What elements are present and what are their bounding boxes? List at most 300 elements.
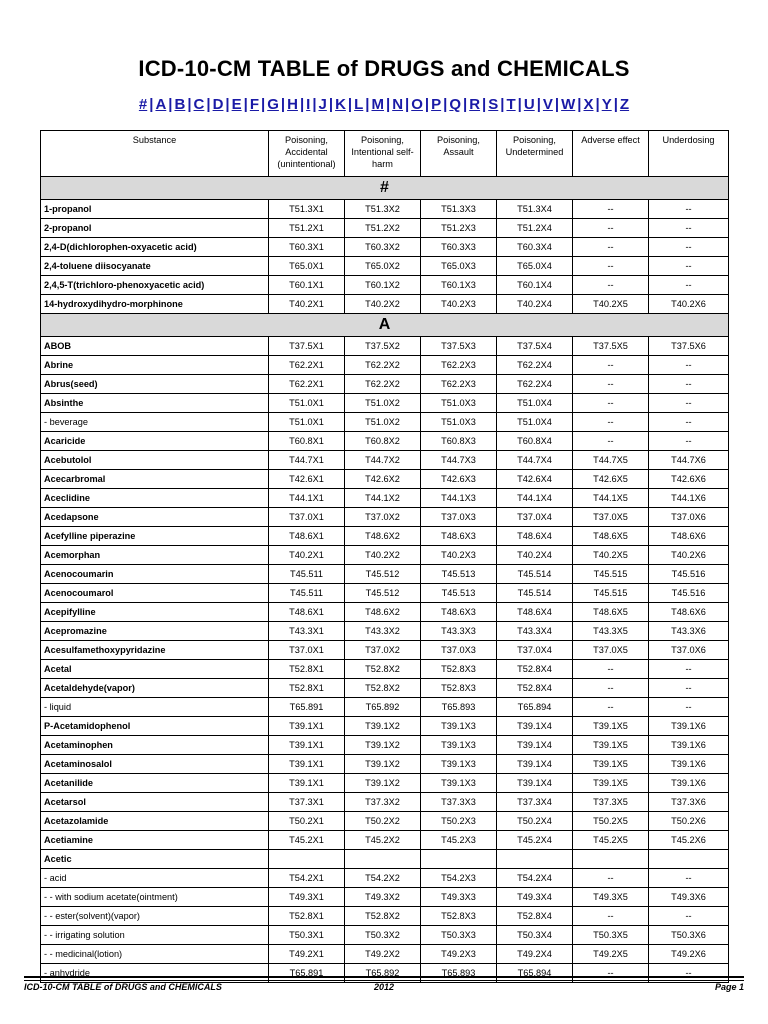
table-row: [41, 565, 729, 584]
substance-cell: - liquid: [41, 698, 269, 717]
alphabet-separator: |: [280, 96, 286, 113]
code-cell: T44.7X4: [497, 451, 573, 470]
code-cell: T43.3X2: [345, 622, 421, 641]
table-header-row: [41, 131, 729, 177]
code-cell: T60.1X4: [497, 276, 573, 295]
code-cell: T65.893: [421, 964, 497, 983]
alphabet-separator: |: [595, 96, 600, 113]
code-cell: T45.2X3: [421, 831, 497, 850]
code-cell: T62.2X4: [497, 375, 573, 394]
code-cell: T65.0X3: [421, 257, 497, 276]
code-cell: T44.7X3: [421, 451, 497, 470]
code-cell: T49.3X2: [345, 888, 421, 907]
alphabet-separator: |: [328, 96, 334, 113]
header-underdosing: Underdosing: [649, 131, 729, 177]
code-cell: T51.2X2: [345, 219, 421, 238]
code-cell: --: [649, 394, 729, 413]
code-cell: T49.2X6: [649, 945, 729, 964]
code-cell: T48.6X1: [269, 603, 345, 622]
table-row: [41, 907, 729, 926]
table-row: [41, 527, 729, 546]
alphabet-separator: |: [365, 96, 370, 113]
code-cell: T42.6X5: [573, 470, 649, 489]
alphabet-separator: |: [225, 96, 230, 113]
code-cell: T37.0X3: [421, 641, 497, 660]
code-cell: T48.6X4: [497, 603, 573, 622]
code-cell: T44.1X2: [345, 489, 421, 508]
code-cell: --: [573, 238, 649, 257]
code-cell: T39.1X6: [649, 755, 729, 774]
code-cell: T48.6X5: [573, 603, 649, 622]
table-row: [41, 356, 729, 375]
alphabet-separator: |: [577, 96, 582, 113]
code-cell: T39.1X6: [649, 736, 729, 755]
table-row: [41, 660, 729, 679]
code-cell: T51.3X1: [269, 200, 345, 219]
code-cell: T39.1X4: [497, 774, 573, 793]
header-poisoning-assault: Poisoning, Assault: [421, 131, 497, 177]
code-cell: T37.3X1: [269, 793, 345, 812]
alphabet-separator: |: [243, 96, 248, 113]
code-cell: T60.8X4: [497, 432, 573, 451]
table-row: [41, 679, 729, 698]
code-cell: T50.2X3: [421, 812, 497, 831]
header-poisoning-self-harm: Poisoning, Intentional self-harm: [345, 131, 421, 177]
header-poisoning-accidental: Poisoning, Accidental (unintentional): [269, 131, 345, 177]
code-cell: T43.3X1: [269, 622, 345, 641]
code-cell: T65.894: [497, 964, 573, 983]
code-cell: T50.3X2: [345, 926, 421, 945]
code-cell: T65.0X4: [497, 257, 573, 276]
code-cell: T48.6X4: [497, 527, 573, 546]
code-cell: --: [649, 238, 729, 257]
substance-cell: Acepifylline: [41, 603, 269, 622]
table-row: [41, 257, 729, 276]
code-cell: T54.2X3: [421, 869, 497, 888]
code-cell: T49.3X3: [421, 888, 497, 907]
substance-cell: Acetaminosalol: [41, 755, 269, 774]
substance-cell: Aceclidine: [41, 489, 269, 508]
code-cell: T40.2X4: [497, 295, 573, 314]
code-cell: --: [649, 907, 729, 926]
alphabet-link-hash[interactable]: #: [138, 96, 148, 113]
code-cell: T52.8X4: [497, 907, 573, 926]
page-title: ICD-10-CM TABLE of DRUGS and CHEMICALS: [138, 56, 630, 81]
footer-title: ICD-10-CM TABLE of DRUGS and CHEMICALS: [24, 982, 222, 992]
substance-cell: Acetarsol: [41, 793, 269, 812]
code-cell: T54.2X4: [497, 869, 573, 888]
code-cell: T39.1X4: [497, 736, 573, 755]
alphabet-link-m[interactable]: M: [371, 96, 384, 113]
code-cell: T48.6X2: [345, 603, 421, 622]
code-cell: --: [649, 257, 729, 276]
substance-cell: - beverage: [41, 413, 269, 432]
substance-cell: ABOB: [41, 337, 269, 356]
alphabet-separator: |: [206, 96, 211, 113]
substance-cell: - - irrigating solution: [41, 926, 269, 945]
code-cell: T39.1X1: [269, 774, 345, 793]
code-cell: T65.891: [269, 698, 345, 717]
code-cell: T45.515: [573, 584, 649, 603]
substance-cell: - acid: [41, 869, 269, 888]
table-row: [41, 584, 729, 603]
table-row: [41, 945, 729, 964]
code-cell: --: [649, 200, 729, 219]
substance-cell: - - medicinal(lotion): [41, 945, 269, 964]
code-cell: T42.6X6: [649, 470, 729, 489]
alphabet-separator: |: [443, 96, 448, 113]
substance-cell: Acetazolamide: [41, 812, 269, 831]
footer-divider-thin: [24, 980, 744, 981]
footer-year: 2012: [373, 982, 395, 992]
code-cell: T50.2X6: [649, 812, 729, 831]
section-header-row: [41, 314, 729, 337]
code-cell: --: [649, 964, 729, 983]
table-row: [41, 413, 729, 432]
code-cell: T51.2X3: [421, 219, 497, 238]
code-cell: T65.891: [269, 964, 345, 983]
code-cell: T49.2X4: [497, 945, 573, 964]
code-cell: T44.1X4: [497, 489, 573, 508]
code-cell: [497, 850, 573, 869]
table-row: [41, 622, 729, 641]
alphabet-link-x[interactable]: X: [583, 96, 594, 113]
code-cell: T40.2X1: [269, 546, 345, 565]
alphabet-separator: |: [482, 96, 487, 113]
code-cell: --: [649, 219, 729, 238]
code-cell: T39.1X5: [573, 755, 649, 774]
alphabet-separator: |: [261, 96, 266, 113]
code-cell: T40.2X3: [421, 546, 497, 565]
code-cell: T48.6X5: [573, 527, 649, 546]
substance-cell: Acenocoumarol: [41, 584, 269, 603]
code-cell: T37.3X2: [345, 793, 421, 812]
code-cell: T39.1X2: [345, 717, 421, 736]
substance-cell: Acaricide: [41, 432, 269, 451]
code-cell: T54.2X2: [345, 869, 421, 888]
code-cell: T62.2X3: [421, 375, 497, 394]
table-row: [41, 451, 729, 470]
page-footer: [24, 982, 744, 994]
code-cell: T40.2X5: [573, 295, 649, 314]
table-row: [41, 869, 729, 888]
code-cell: T51.0X2: [345, 413, 421, 432]
code-cell: T37.0X1: [269, 641, 345, 660]
alphabet-link-j[interactable]: J: [318, 96, 327, 113]
alphabet-link-f[interactable]: F: [249, 96, 260, 113]
code-cell: T50.2X1: [269, 812, 345, 831]
code-cell: T43.3X3: [421, 622, 497, 641]
code-cell: T62.2X2: [345, 356, 421, 375]
alphabet-separator: |: [424, 96, 430, 113]
code-cell: T65.892: [345, 964, 421, 983]
code-cell: T37.3X4: [497, 793, 573, 812]
code-cell: T51.3X2: [345, 200, 421, 219]
code-cell: T49.2X5: [573, 945, 649, 964]
code-cell: T39.1X5: [573, 774, 649, 793]
code-cell: T40.2X4: [497, 546, 573, 565]
alphabet-link-g[interactable]: G: [267, 96, 279, 113]
code-cell: T48.6X3: [421, 527, 497, 546]
code-cell: --: [573, 660, 649, 679]
alphabet-separator: |: [149, 96, 154, 113]
alphabet-link-b[interactable]: B: [174, 96, 186, 113]
code-cell: T39.1X3: [421, 774, 497, 793]
code-cell: T49.2X3: [421, 945, 497, 964]
code-cell: T50.3X4: [497, 926, 573, 945]
code-cell: T39.1X5: [573, 736, 649, 755]
code-cell: [649, 850, 729, 869]
alphabet-link-l[interactable]: L: [354, 96, 364, 113]
code-cell: T51.0X4: [497, 394, 573, 413]
code-cell: --: [573, 375, 649, 394]
code-cell: T50.3X5: [573, 926, 649, 945]
code-cell: T49.3X1: [269, 888, 345, 907]
code-cell: T48.6X2: [345, 527, 421, 546]
code-cell: T62.2X1: [269, 375, 345, 394]
alphabet-separator: |: [517, 96, 522, 113]
substance-cell: P-Acetamidophenol: [41, 717, 269, 736]
code-cell: --: [573, 394, 649, 413]
code-cell: --: [573, 276, 649, 295]
code-cell: T51.0X3: [421, 394, 497, 413]
code-cell: T60.1X3: [421, 276, 497, 295]
code-cell: T50.2X5: [573, 812, 649, 831]
code-cell: T62.2X3: [421, 356, 497, 375]
table-row: [41, 831, 729, 850]
section-header-row: [41, 177, 729, 200]
alphabet-link-v[interactable]: V: [542, 96, 553, 113]
table-row: [41, 717, 729, 736]
substance-cell: Acebutolol: [41, 451, 269, 470]
code-cell: T37.0X4: [497, 508, 573, 527]
alphabet-link-u[interactable]: U: [523, 96, 535, 113]
table-row: [41, 888, 729, 907]
code-cell: T44.7X5: [573, 451, 649, 470]
code-cell: --: [573, 413, 649, 432]
substance-cell: 14-hydroxydihydro-morphinone: [41, 295, 269, 314]
code-cell: T39.1X6: [649, 774, 729, 793]
code-cell: T52.8X1: [269, 660, 345, 679]
code-cell: [269, 850, 345, 869]
code-cell: --: [573, 964, 649, 983]
code-cell: --: [649, 375, 729, 394]
code-cell: T37.5X6: [649, 337, 729, 356]
substance-cell: Acetal: [41, 660, 269, 679]
code-cell: T49.3X5: [573, 888, 649, 907]
code-cell: T39.1X3: [421, 717, 497, 736]
substance-cell: 1-propanol: [41, 200, 269, 219]
table-row: [41, 736, 729, 755]
alphabet-link-s[interactable]: S: [488, 96, 499, 113]
alphabet-separator: |: [405, 96, 410, 113]
code-cell: T40.2X1: [269, 295, 345, 314]
code-cell: T51.0X3: [421, 413, 497, 432]
code-cell: T60.3X2: [345, 238, 421, 257]
code-cell: T39.1X1: [269, 717, 345, 736]
code-cell: T45.516: [649, 584, 729, 603]
table-row: [41, 755, 729, 774]
code-cell: T45.512: [345, 565, 421, 584]
code-cell: T52.8X4: [497, 660, 573, 679]
code-cell: --: [573, 869, 649, 888]
code-cell: T45.513: [421, 565, 497, 584]
code-cell: T45.515: [573, 565, 649, 584]
substance-cell: Acetanilide: [41, 774, 269, 793]
alphabet-link-q[interactable]: Q: [449, 96, 461, 113]
code-cell: T44.1X6: [649, 489, 729, 508]
code-cell: T49.3X6: [649, 888, 729, 907]
code-cell: T39.1X2: [345, 774, 421, 793]
code-cell: --: [573, 432, 649, 451]
substance-cell: 2,4,5-T(trichloro-phenoxyacetic acid): [41, 276, 269, 295]
substance-cell: Acecarbromal: [41, 470, 269, 489]
substance-cell: Acetic: [41, 850, 269, 869]
code-cell: T52.8X4: [497, 679, 573, 698]
alphabet-link-w[interactable]: W: [561, 96, 576, 113]
footer-page-number: Page 1: [714, 982, 744, 992]
code-cell: T52.8X3: [421, 679, 497, 698]
alphabet-link-e[interactable]: E: [231, 96, 242, 113]
code-cell: T50.3X3: [421, 926, 497, 945]
substance-cell: Acenocoumarin: [41, 565, 269, 584]
code-cell: T45.511: [269, 565, 345, 584]
code-cell: --: [649, 413, 729, 432]
substance-cell: Abrine: [41, 356, 269, 375]
code-cell: T44.1X5: [573, 489, 649, 508]
code-cell: --: [573, 907, 649, 926]
code-cell: T44.7X1: [269, 451, 345, 470]
alphabet-link-i[interactable]: I: [306, 96, 311, 113]
code-cell: T45.2X2: [345, 831, 421, 850]
code-cell: T48.6X3: [421, 603, 497, 622]
header-substance: Substance: [41, 131, 269, 177]
code-cell: T52.8X2: [345, 907, 421, 926]
substance-cell: Acetaminophen: [41, 736, 269, 755]
alphabet-link-z[interactable]: Z: [619, 96, 630, 113]
code-cell: T51.3X4: [497, 200, 573, 219]
code-cell: T39.1X1: [269, 736, 345, 755]
section-letter: #: [41, 177, 729, 200]
table-row: [41, 812, 729, 831]
code-cell: --: [573, 698, 649, 717]
code-cell: --: [649, 356, 729, 375]
table-row: [41, 432, 729, 451]
code-cell: T37.0X3: [421, 508, 497, 527]
code-cell: T52.8X1: [269, 907, 345, 926]
code-cell: T62.2X4: [497, 356, 573, 375]
code-cell: --: [649, 276, 729, 295]
code-cell: T45.513: [421, 584, 497, 603]
alphabet-link-r[interactable]: R: [469, 96, 481, 113]
code-cell: T60.3X4: [497, 238, 573, 257]
code-cell: T40.2X3: [421, 295, 497, 314]
table-row: [41, 850, 729, 869]
alphabet-link-k[interactable]: K: [335, 96, 346, 113]
table-row: [41, 470, 729, 489]
table-row: [41, 546, 729, 565]
code-cell: T49.3X4: [497, 888, 573, 907]
code-cell: T37.5X4: [497, 337, 573, 356]
table-row: [41, 295, 729, 314]
drugs-table: [40, 130, 729, 983]
alphabet-link-d[interactable]: D: [212, 96, 224, 113]
code-cell: T51.0X2: [345, 394, 421, 413]
substance-cell: 2-propanol: [41, 219, 269, 238]
alphabet-link-n[interactable]: N: [392, 96, 404, 113]
table-row: [41, 489, 729, 508]
table-row: [41, 603, 729, 622]
code-cell: --: [573, 257, 649, 276]
alphabet-index: [0, 96, 768, 113]
alphabet-link-p[interactable]: P: [431, 96, 442, 113]
alphabet-separator: |: [554, 96, 560, 113]
code-cell: T37.5X1: [269, 337, 345, 356]
code-cell: T48.6X6: [649, 527, 729, 546]
table-row: [41, 375, 729, 394]
code-cell: T37.5X2: [345, 337, 421, 356]
code-cell: T65.894: [497, 698, 573, 717]
code-cell: T45.516: [649, 565, 729, 584]
code-cell: T52.8X3: [421, 907, 497, 926]
code-cell: T49.2X2: [345, 945, 421, 964]
code-cell: T51.0X1: [269, 394, 345, 413]
table-row: [41, 238, 729, 257]
code-cell: T37.0X5: [573, 508, 649, 527]
code-cell: T37.0X2: [345, 508, 421, 527]
code-cell: T39.1X2: [345, 755, 421, 774]
alphabet-link-o[interactable]: O: [411, 96, 423, 113]
code-cell: T37.3X5: [573, 793, 649, 812]
alphabet-separator: |: [168, 96, 173, 113]
code-cell: T51.0X4: [497, 413, 573, 432]
code-cell: T60.1X1: [269, 276, 345, 295]
code-cell: T43.3X5: [573, 622, 649, 641]
code-cell: T39.1X4: [497, 717, 573, 736]
code-cell: T51.2X4: [497, 219, 573, 238]
code-cell: T45.514: [497, 584, 573, 603]
substance-cell: Acetiamine: [41, 831, 269, 850]
alphabet-link-t[interactable]: T: [506, 96, 516, 113]
code-cell: T40.2X6: [649, 546, 729, 565]
alphabet-separator: |: [187, 96, 192, 113]
code-cell: T60.8X2: [345, 432, 421, 451]
code-cell: T37.5X3: [421, 337, 497, 356]
substance-cell: 2,4-D(dichlorophen-oxyacetic acid): [41, 238, 269, 257]
code-cell: --: [649, 698, 729, 717]
code-cell: [421, 850, 497, 869]
alphabet-link-c[interactable]: C: [193, 96, 205, 113]
code-cell: T37.3X6: [649, 793, 729, 812]
code-cell: --: [649, 660, 729, 679]
code-cell: T49.2X1: [269, 945, 345, 964]
code-cell: T54.2X1: [269, 869, 345, 888]
code-cell: T50.2X4: [497, 812, 573, 831]
code-cell: T50.2X2: [345, 812, 421, 831]
code-cell: T44.7X6: [649, 451, 729, 470]
code-cell: T62.2X1: [269, 356, 345, 375]
code-cell: T42.6X3: [421, 470, 497, 489]
alphabet-link-h[interactable]: H: [287, 96, 298, 113]
alphabet-link-a[interactable]: A: [155, 96, 167, 113]
alphabet-separator: |: [613, 96, 618, 113]
alphabet-link-y[interactable]: Y: [601, 96, 612, 113]
footer-divider: [24, 976, 744, 978]
code-cell: T60.1X2: [345, 276, 421, 295]
alphabet-separator: |: [299, 96, 305, 113]
code-cell: T45.511: [269, 584, 345, 603]
substance-cell: Absinthe: [41, 394, 269, 413]
